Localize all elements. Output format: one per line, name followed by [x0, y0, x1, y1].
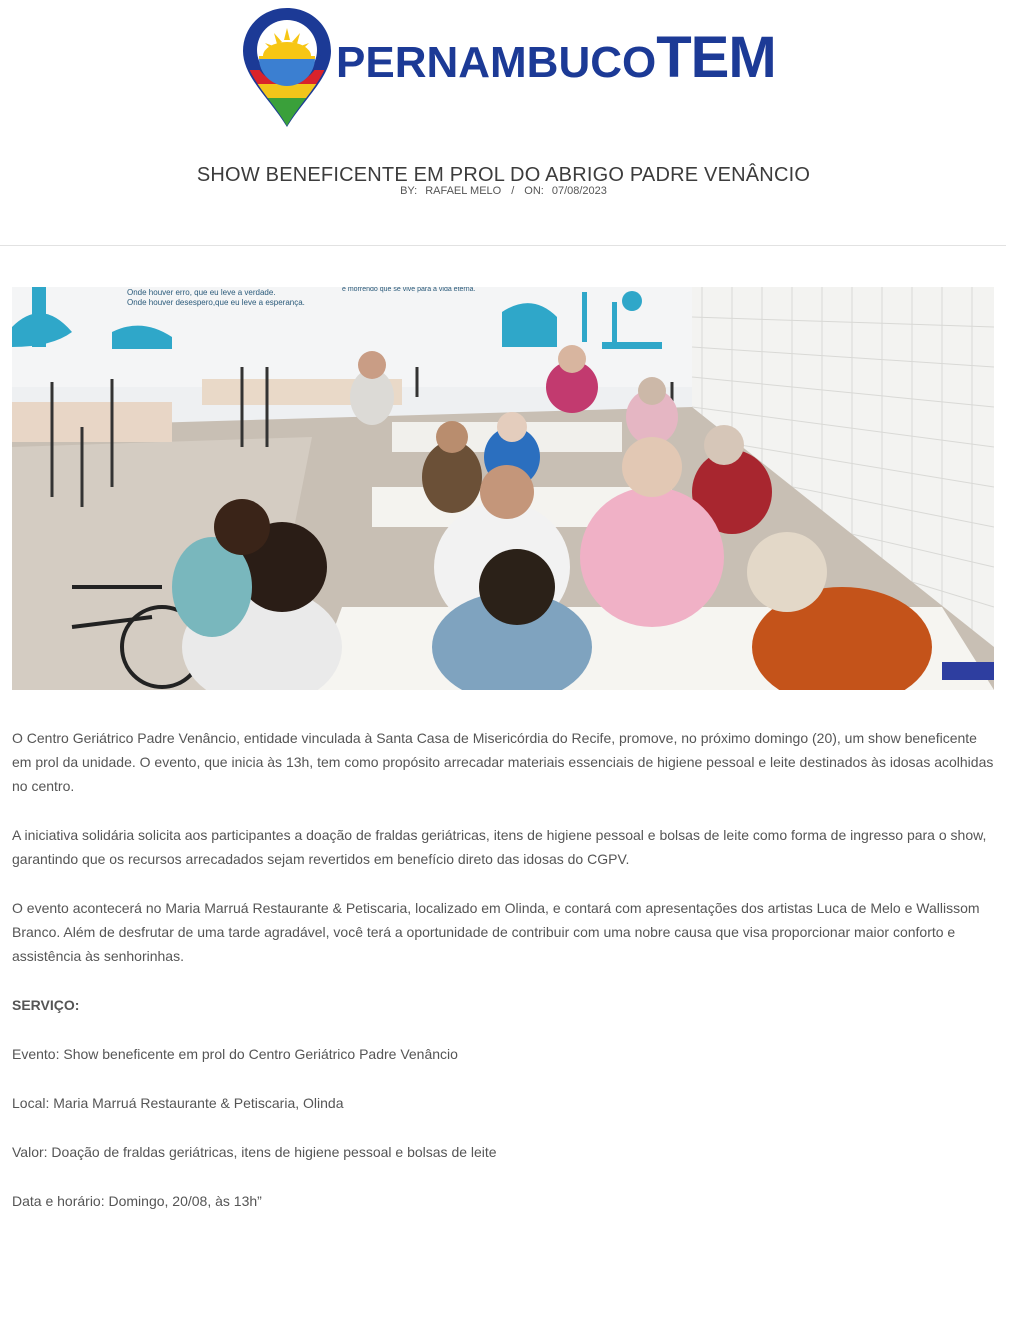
wall-text-line-3: é morrendo que se vive para a vida eterna.	[342, 287, 476, 293]
wall-text-line-1: Onde houver erro, que eu leve a verdade.	[127, 288, 276, 297]
service-item-datetime: Data e horário: Domingo, 20/08, às 13h”	[12, 1193, 262, 1209]
site-header	[0, 0, 1013, 130]
service-item-price: Valor: Doação de fraldas geriátricas, itens de higiene pessoal e bolsas de leite	[12, 1144, 497, 1160]
service-item-location: Local: Maria Marruá Restaurante & Petiscaria, Olinda	[12, 1095, 344, 1111]
wall-text-line-2: Onde houver desespero,que eu leve a esperança.	[127, 298, 305, 307]
post-title: SHOW BENEFICENTE EM PROL DO ABRIGO PADRE VENÂNCIO	[196, 164, 811, 187]
meta-separator: /	[511, 185, 515, 197]
article-paragraph-2: A iniciativa solidária solicita aos participantes a doação de fraldas geriátricas, itens de higiene pessoal e bolsas de leite como forma de ingresso para o show, garantindo que os recursos arrecadados sejam revertidos em benefício direto das idosas do CGPV.	[12, 827, 987, 867]
post-meta	[0, 185, 1007, 197]
featured-image	[12, 287, 994, 690]
service-heading: SERVIÇO:	[12, 997, 80, 1013]
date-label: ON:	[524, 185, 544, 197]
site-logo-text[interactable]	[336, 24, 776, 90]
article-paragraph-1: O Centro Geriátrico Padre Venâncio, entidade vinculada à Santa Casa de Misericórdia do Recife, promove, no próximo domingo (20), um show beneficente em prol da unidade. O evento, que inicia às 13h, tem como propósito arrecadar materiais essenciais de higiene pessoal e leite destinados às idosas acolhidas no centro.	[12, 730, 994, 794]
logo-pin-icon[interactable]	[241, 6, 333, 128]
featured-photo-illustration	[12, 287, 994, 690]
header-divider	[0, 245, 1006, 246]
author-link[interactable]: RAFAEL MELO	[425, 185, 502, 197]
post-date: 07/08/2023	[551, 185, 607, 197]
service-item-event: Evento: Show beneficente em prol do Centro Geriátrico Padre Venâncio	[12, 1046, 458, 1062]
logo-word-pernambuco: PERNAMBUCO	[336, 38, 657, 87]
author-label: BY:	[400, 185, 418, 197]
article-paragraph-3: O evento acontecerá no Maria Marruá Restaurante & Petiscaria, localizado em Olinda, e contará com apresentações dos artistas Luca de Melo e Wallissom Branco. Além de desfrutar de uma tarde agradável, você terá a oportunidade de contribuir com uma nobre causa que visa proporcionar maior conforto e assistência às senhorinhas.	[12, 900, 980, 964]
logo-word-tem: TEM	[656, 25, 776, 90]
article-body	[12, 726, 997, 1238]
